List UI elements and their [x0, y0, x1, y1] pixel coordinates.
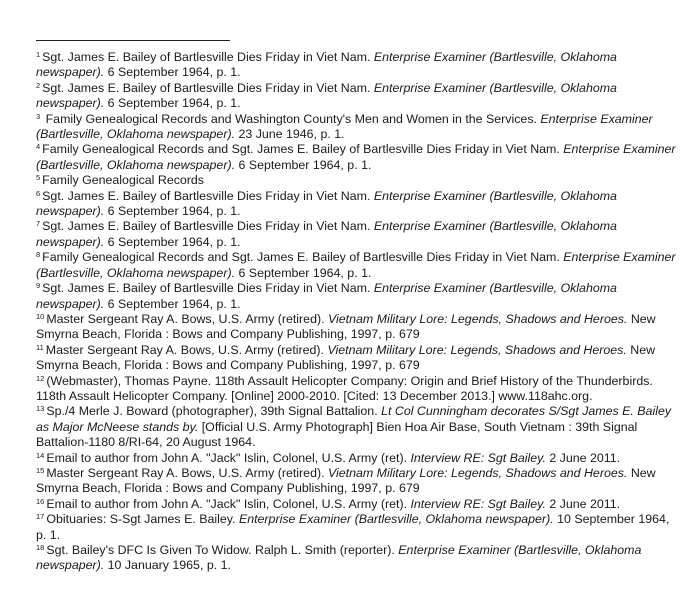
footnote [36, 281, 676, 312]
footnote-number: 2 [36, 80, 41, 90]
footnote-italic: Enterprise Examiner (Bartlesville, Oklahoma newspaper). [36, 219, 617, 249]
footnote-number: 3 [36, 111, 41, 121]
footnote-text: Family Genealogical Records and Sgt. James E. Bailey of Bartlesville Dies Friday in Viet Nam. [42, 142, 564, 157]
footnote-number: 10 [36, 311, 45, 321]
footnote-text: Master Sergeant Ray A. Bows, U.S. Army (retired). [46, 465, 328, 480]
footnote-tail: 2 June 2011. [545, 450, 621, 465]
footnote-tail: 23 June 1946, p. 1. [235, 127, 345, 142]
footnote-number: 1 [36, 50, 41, 59]
footnote-tail: 6 September 1964, p. 1. [104, 96, 241, 111]
footnote-italic: Enterprise Examiner (Bartlesville, Oklahoma newspaper). [36, 111, 653, 142]
footnote-tail: New Smyrna Beach, Florida : Bows and Company Publishing, 1997, p. 679 [36, 465, 656, 496]
footnote [36, 189, 676, 220]
footnote [36, 343, 676, 374]
footnote-separator-rule [36, 40, 230, 41]
footnote [36, 312, 676, 343]
footnote-tail: 10 January 1965, p. 1. [104, 558, 231, 573]
footnote-tail: New Smyrna Beach, Florida : Bows and Company Publishing, 1997, p. 679 [36, 311, 656, 342]
footnote [36, 451, 676, 466]
footnote-number: 9 [36, 281, 41, 291]
footnote-italic: Interview RE: Sgt Bailey. [410, 496, 546, 511]
footnote-text: Email to author from John A. "Jack" Islin, Colonel, U.S. Army (ret). [46, 450, 411, 465]
footnote [36, 497, 676, 512]
footnote [36, 374, 676, 405]
footnote-number: 17 [36, 512, 45, 522]
footnote-number: 7 [36, 219, 41, 229]
footnote-tail: 2 June 2011. [545, 496, 621, 511]
footnote-number: 14 [36, 450, 45, 460]
footnote-number: 6 [36, 188, 41, 198]
footnote-tail: 6 September 1964, p. 1. [235, 157, 372, 172]
footnote-italic: Enterprise Examiner (Bartlesville, Oklahoma newspaper). [36, 543, 642, 573]
footnote-number: 12 [36, 373, 45, 383]
footnote [36, 250, 676, 281]
footnotes-list [36, 50, 676, 574]
footnote-text: Obituaries: S-Sgt James E. Bailey. [46, 512, 239, 527]
footnote [36, 466, 676, 497]
footnote-tail: 6 September 1964, p. 1. [104, 204, 241, 219]
footnote [36, 81, 676, 112]
footnote [36, 173, 676, 188]
footnote-italic: Enterprise Examiner (Bartlesville, Oklahoma newspaper). [36, 142, 676, 172]
footnote-number: 18 [36, 543, 45, 552]
footnote-italic: Vietnam Military Lore: Legends, Shadows and Heroes. [327, 342, 627, 357]
footnote-text: Sp./4 Merle J. Boward (photographer), 39th Signal Battalion. [46, 404, 382, 419]
footnote-italic: Enterprise Examiner (Bartlesville, Oklahoma newspaper). [238, 512, 554, 527]
footnote-italic: Lt Col Cunningham decorates S/Sgt James E. Bailey as Major McNeese stands by. [36, 404, 672, 434]
footnote-tail: 10 September 1964, p. 1. [36, 512, 670, 542]
footnote [36, 404, 676, 450]
footnote [36, 543, 676, 574]
footnote-number: 13 [36, 404, 45, 414]
footnote-text: Email to author from John A. "Jack" Islin, Colonel, U.S. Army (ret). [46, 496, 411, 511]
footnote [36, 50, 676, 81]
footnote-italic: Vietnam Military Lore: Legends, Shadows and Heroes. [327, 311, 628, 326]
footnote-text: Master Sergeant Ray A. Bows, U.S. Army (retired). [45, 342, 328, 357]
footnote-tail: 6 September 1964, p. 1. [104, 296, 241, 311]
footnote-italic: Enterprise Examiner (Bartlesville, Oklahoma newspaper). [36, 281, 617, 311]
footnote-italic: Enterprise Examiner (Bartlesville, Oklahoma newspaper). [36, 80, 617, 111]
footnote-tail: 6 September 1964, p. 1. [104, 234, 241, 249]
footnote-text: (Webmaster), Thomas Payne. 118th Assault Helicopter Company: Origin and Brief History of the Thunderbirds. 118th Assault Helicopter Company. [Online] 2000-2010. [Cited: 13 December 2013.] www.118ahc.org. [36, 373, 653, 403]
footnote [36, 142, 676, 173]
footnote-italic: Interview RE: Sgt Bailey. [410, 450, 546, 465]
footnote-text: Sgt. Bailey's DFC Is Given To Widow. Ralph L. Smith (reporter). [46, 543, 399, 557]
footnote-tail: 6 September 1964, p. 1. [235, 265, 372, 280]
footnote-text: Sgt. James E. Bailey of Bartlesville Dies Friday in Viet Nam. [42, 219, 374, 234]
footnote-text: Family Genealogical Records [42, 173, 205, 188]
footnote-text: Sgt. James E. Bailey of Bartlesville Dies Friday in Viet Nam. [42, 188, 374, 203]
footnote-text: Master Sergeant Ray A. Bows, U.S. Army (retired). [46, 311, 328, 326]
footnote-text: Family Genealogical Records and Washington County's Men and Women in the Services. [42, 111, 541, 126]
footnote-text: Family Genealogical Records and Sgt. James E. Bailey of Bartlesville Dies Friday in Viet Nam. [42, 250, 564, 265]
footnote-number: 16 [36, 496, 45, 506]
footnote-italic: Enterprise Examiner (Bartlesville, Oklahoma newspaper). [36, 250, 676, 280]
footnote [36, 512, 676, 543]
footnote-number: 5 [36, 173, 41, 183]
footnote-text: Sgt. James E. Bailey of Bartlesville Dies Friday in Viet Nam. [42, 80, 374, 95]
footnote-italic: Enterprise Examiner (Bartlesville, Oklahoma newspaper). [36, 50, 617, 80]
footnote-tail: 6 September 1964, p. 1. [104, 65, 241, 80]
footnote-number: 8 [36, 250, 41, 260]
footnote-text: Sgt. James E. Bailey of Bartlesville Dies Friday in Viet Nam. [42, 50, 374, 64]
footnote-italic: Enterprise Examiner (Bartlesville, Oklahoma newspaper). [36, 188, 617, 219]
footnote-italic: Vietnam Military Lore: Legends, Shadows and Heroes. [327, 465, 628, 480]
footnote [36, 219, 676, 250]
footnote-tail: New Smyrna Beach, Florida : Bows and Company Publishing, 1997, p. 679 [36, 342, 656, 373]
footnote [36, 112, 676, 143]
footnote-text: Sgt. James E. Bailey of Bartlesville Dies Friday in Viet Nam. [42, 281, 374, 296]
footnote-number: 4 [36, 142, 41, 152]
footnote-number: 15 [36, 465, 45, 475]
footnote-number: 11 [36, 342, 44, 352]
footnote-tail: [Official U.S. Army Photograph] Bien Hoa Air Base, South Vietnam : 39th Signal Battalion-1180 8/RI-64, 20 August 1964. [36, 419, 638, 450]
